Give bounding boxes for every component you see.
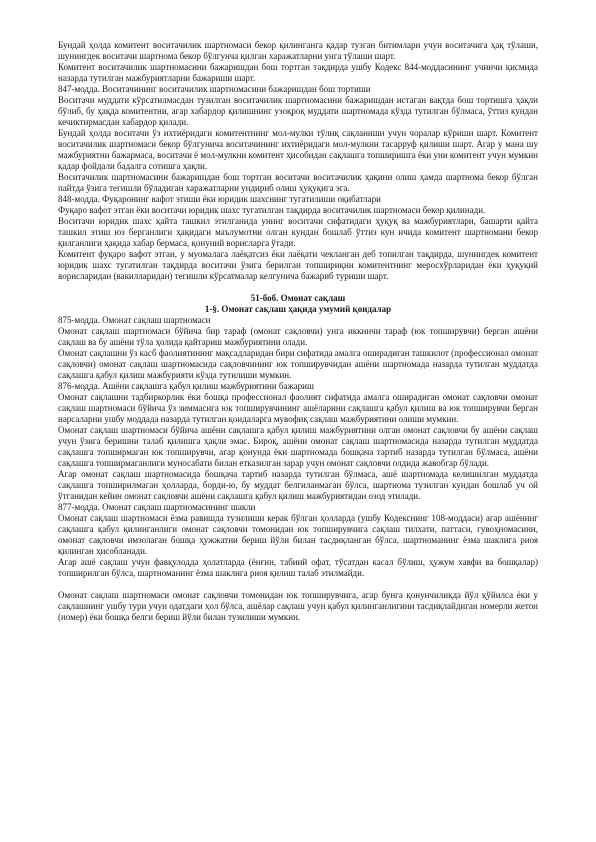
paragraph: Бундай ҳолда воситачи ўз ихтиёридаги комитентнинг мол-мулки тўлиқ сақланиши учун чоралар кўриши шарт. Комитент воситачилик шартномаси бекор бўлгунича воситачининг ихтиёридаги мол-мулкни тасарруф қилиши шарт. Агар у мана шу мажбуриятни бажармаса, воситачи ё мол-мулкни комитент ҳисобидан сақлашга топширишга ёки уни комитент учун мумкин қадар фойдали бадалга сотишга ҳақли. (58, 128, 538, 171)
bottom-block (58, 315, 538, 579)
top-block (58, 40, 538, 282)
paragraph: Фуқаро вафот этган ёки воситачи юридик шахс тугатилган тақдирда воситачилик шартномаси бекор қилинади. (58, 205, 486, 215)
paragraph: Омонат сақлаш шартномаси омонат сақловчи томонидан юк топширувчига, агар бунга қонунчиликда йўл қўйилса ёки у сақлашнинг ушбу тури учун одатдаги ҳол бўлса, ашёлар сақлаш учун қабул қилинганлигини тасдиқлайдиган номерли жетон (номер) ёки бошқа белги бериш йўли билан тузилиши мумкин. (58, 590, 538, 622)
paragraph: Воситачилик шартномасини бажаришдан бош тортган воситачи воситачилик ҳақини олиш ҳамда шартнома бекор бўлган пайтда ўзига тегишли бўладиган харажатларни ундириб олиш ҳуқуқига эга. (58, 172, 538, 193)
article-heading: 876-модда. Ашёни сақлашга қабул қилиш мажбуриятини бажариш (58, 381, 314, 391)
document-page (58, 40, 538, 623)
paragraph: Омонат сақлаш шартномаси бўйича ашёни сақлашга қабул қилиш мажбуриятини олган омонат сақловчи бу ашёни сақлаш учун ўзига беришни талаб қилишга ҳақли эмас. Бироқ, ашёни омонат сақлаш шартномасида назарда тутилган муддатда сақлашга топширмаган юк топширувчи, агар қонунда ёки шартномада бошқача тартиб назарда тутилган бўлмаса, ашёни сақлашга топширмаганлиги муносабати билан етказилган зарар учун омонат сақловчи олдида жавобгар бўлади. (58, 425, 538, 468)
paragraph: Омонат сақлаш шартномаси ёзма равишда тузилиши керак бўлган ҳолларда (ушбу Кодекснинг 108-моддаси) агар ашёнинг сақлашга қабул қилинганлиги омонат сақловчи томонидан юк топширувчига сақлаш тилхати, паттаси, гувоҳномасини, омонат сақловчи имзолаган бошқа ҳужжатни бериш йўли билан тасдиқланган бўлса, шартноманинг ёзма шаклига риоя қилинган ҳисобланади. (58, 513, 538, 556)
paragraph: Агар омонат сақлаш шартномасида бошқача тартиб назарда тутилган бўлмаса, ашё шартномада келишилган муддатда сақлашга топширилмаган ҳолларда, борди-ю, бу муддат белгиланмаган бўлса, шартнома тузилган кундан бошлаб уч ой ўтганидан кейин омонат сақловчи ашёни сақлашга қабул қилиш мажбуриятидан озод этилади. (58, 469, 538, 501)
article-heading: 875-модда. Омонат сақлаш шартномаси (58, 315, 211, 325)
article-heading: 847-модда. Воситачининг воситачилик шартномасини бажаришдан бош тортиши (58, 84, 371, 94)
paragraph: Комитент фуқаро вафот этган, у муомалага лаёқатсиз ёки лаёқати чекланган деб топилган тақдирда, шунингдек комитент юридик шахс тугатилган тақдирда воситачи ўзига берилган топшириқни комитентнинг меросхўрларидан ёки ҳуқуқий ворисларидан (вакилларидан) тегишли кўрсатмалар келгунича бажариб туриши шарт. (58, 249, 538, 281)
paragraph: Воситачи юридик шахс қайта ташкил этилганида унинг воситачи сифатидаги ҳуқуқ ва мажбуриятлари, башарти қайта ташкил этиш юз берганлиги ҳақидаги маълумотни олган кундан бошлаб ўттиз кун ичида комитент шартномани бекор қилганлиги ҳақида хабар бермаса, қонуний ворисларга ўтади. (58, 216, 538, 248)
paragraph: Воситачи муддати кўрсатилмасдан тузилган воситачилик шартномасини бажаришдан истаган вақтда бош тортишга ҳақли бўлиб, бу ҳақда комитентни, агар хабардор қилишнинг узоқроқ муддати шартномада кўзда тутилган бўлмаса, ўттиз кундан кечиктирмасдан хабардор қилади. (58, 95, 538, 127)
paragraph: Омонат сақлашни тадбиркорлик ёки бошқа профессионал фаолият сифатида амалга оширадиган омонат сақловчи омонат сақлаш шартномаси бўйича ўз зиммасига юк топширувчининг ашёларини сақлашга қабул қилиш ва юк топширувчи берган нарсаларни ушбу моддада назарда тутилган қоидаларга мувофиқ сақлаш мажбуриятини олиши мумкин. (58, 392, 538, 424)
paragraph: Омонат сақлаш шартномаси бўйича бир тараф (омонат сақловчи) унга иккинчи тараф (юк топширувчи) берган ашёни сақлаш ва бу ашёни тўла ҳолида қайтариш мажбуриятини олади. (58, 326, 538, 347)
paragraph: Бундай ҳолда комитент воситачилик шартномаси бекор қилинганга қадар тузган битимлари учун воситачига ҳақ тўлаши, шунингдек воситачи шартнома бекор бўлгунча қилган харажатларни унга тўлаши шарт. (58, 40, 538, 61)
spacer (58, 579, 538, 590)
paragraph: Комитент воситачилик шартномасини бажаришдан бош тортган тақдирда ушбу Кодекс 844-моддасининг учинчи қисмида назарда тутилган мажбуриятларни бажариши шарт. (58, 62, 538, 83)
spacer (58, 282, 538, 293)
article-heading: 877-модда. Омонат сақлаш шартномасининг шакли (58, 502, 256, 512)
chapter-title: 51-боб. Омонат сақлаш (250, 293, 346, 303)
paragraph: Агар ашё сақлаш учун фавқулодда ҳолатларда (ёнғин, табиий офат, тўсатдан касал бўлиш, ҳужум хавфи ва бошқалар) топширилган бўлса, шартноманинг ёзма шаклига риоя қилиш талаб этилмайди. (58, 557, 538, 578)
paragraph: Омонат сақлашни ўз касб фаолиятининг мақсадларидан бири сифатида амалга оширадиган ташкилот (профессионал омонат сақловчи) омонат сақлаш шартномасида сақловчининг юк топширувчидан ашёни шартномада назарда тутилган муддатда сақлашга қабул қилиш мажбурияти кўзда тутилиши мумкин. (58, 348, 538, 380)
section-title: 1-§. Омонат сақлаш ҳақида умумий қоидалар (204, 304, 392, 314)
article-heading: 848-модда. Фуқаронинг вафот этиши ёки юридик шахснинг тугатилиши оқибатлари (58, 194, 381, 204)
